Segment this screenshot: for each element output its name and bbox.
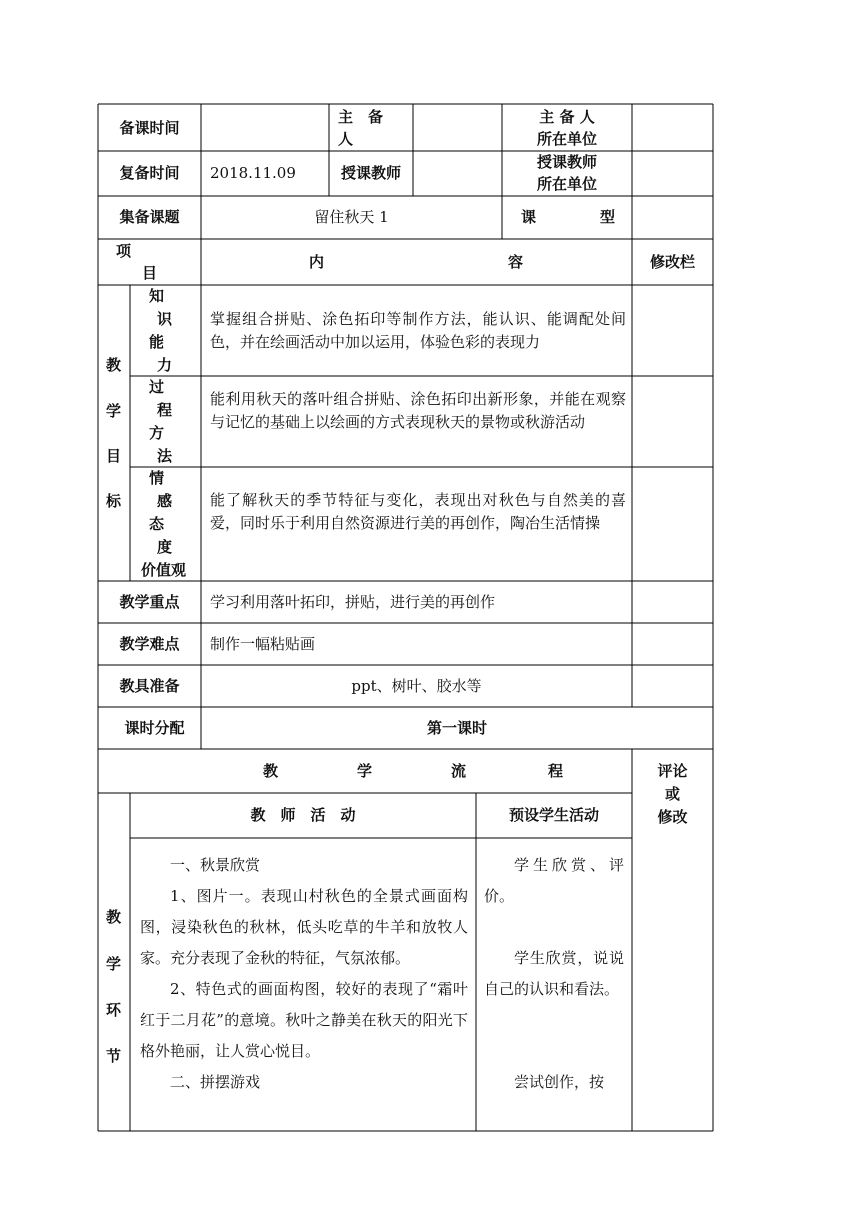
teacher-activity-label: 教 师 活 动 [250, 806, 356, 824]
review-time-label: 复备时间 [119, 164, 180, 182]
knowledge-label-char-2: 识 [157, 310, 173, 328]
emotion-label-char-2: 感 [157, 492, 173, 510]
emotion-label-char-3: 态 [149, 515, 165, 533]
topic-label: 集备课题 [119, 208, 180, 226]
main-preparer-unit-label-line2: 所在单位 [536, 130, 597, 148]
key-points-text: 学习利用落叶拓印，拼贴，进行美的再创作 [210, 593, 496, 611]
emotion-label-char-1: 情 [149, 469, 165, 487]
comment-label-line3: 修改 [657, 808, 688, 826]
teacher-unit-label-line1: 授课教师 [536, 153, 597, 171]
lesson-type-label-b: 型 [600, 208, 616, 226]
objectives-group-char-1: 教 [106, 356, 122, 374]
student-line-1: 学生欣赏、评价。 [484, 856, 624, 905]
objectives-group-char-4: 标 [106, 492, 122, 510]
knowledge-label-char-1: 知 [149, 287, 165, 305]
schedule-text: 第一课时 [426, 719, 487, 737]
review-time-value: 2018.11.09 [210, 164, 296, 182]
process-title-char-2: 学 [357, 762, 373, 780]
process-title-char-3: 流 [451, 762, 467, 780]
student-activity-content [484, 850, 624, 1098]
item-label-line1: 项 [116, 242, 132, 260]
lesson-type-label-a: 课 [521, 208, 537, 226]
objectives-group-char-2: 学 [106, 402, 122, 420]
process-text: 能利用秋天的落叶组合拼贴、涂色拓印出新形象，并能在观察与记忆的基础上以绘画的方式表现秋天的景物或秋游活动 [210, 390, 626, 431]
student-line-3: 尝试创作，按 [514, 1073, 605, 1091]
item-label-line2: 目 [142, 264, 158, 282]
prep-time-label: 备课时间 [119, 119, 180, 137]
difficulty-label: 教学难点 [119, 635, 180, 653]
process-label-char-4: 法 [157, 447, 173, 465]
materials-label: 教具准备 [119, 677, 180, 695]
process-title-char-4: 程 [548, 762, 564, 780]
process-title-char-1: 教 [263, 762, 279, 780]
teacher-line-3: 2、特色式的画面构图，较好的表现了“霜叶红于二月花”的意境。秋叶之静美在秋天的阳光下格外艳丽，让人赏心悦目。 [140, 980, 468, 1060]
main-preparer-label-line1: 主 备 [338, 108, 384, 126]
materials-text: ppt、树叶、胶水等 [351, 677, 482, 695]
teacher-line-4: 二、拼摆游戏 [170, 1073, 261, 1091]
content-label-a: 内 [309, 253, 325, 271]
comment-label-line1: 评论 [657, 762, 688, 780]
stage-label-char-2: 学 [106, 955, 122, 973]
schedule-label: 课时分配 [124, 719, 185, 737]
process-label-char-3: 方 [149, 424, 165, 442]
teacher-line-2: 1、图片一。表现山村秋色的全景式画面构图，浸染秋色的秋林，低头吃草的牛羊和放牧人家。充分表现了金秋的特征，气氛浓郁。 [140, 887, 468, 967]
teacher-unit-label-line2: 所在单位 [536, 175, 597, 193]
stage-label-char-3: 环 [106, 1001, 122, 1019]
emotion-text: 能了解秋天的季节特征与变化，表现出对秋色与自然美的喜爱，同时乐于利用自然资源进行美的再创作，陶冶生活情操 [210, 491, 626, 532]
teacher-label: 授课教师 [340, 164, 401, 182]
stage-label-char-4: 节 [106, 1047, 122, 1065]
knowledge-label-char-4: 力 [157, 356, 173, 374]
main-preparer-unit-label-line1: 主 备 人 [539, 108, 595, 126]
stage-label-char-1: 教 [106, 908, 122, 926]
student-activity-label: 预设学生活动 [508, 806, 599, 824]
student-line-2: 学生欣赏，说说自己的认识和看法。 [484, 949, 624, 998]
emotion-label-char-4: 度 [157, 538, 173, 556]
teacher-line-1: 一、秋景欣赏 [170, 856, 261, 874]
knowledge-label-char-3: 能 [149, 333, 165, 351]
key-points-label: 教学重点 [119, 593, 180, 611]
revision-label: 修改栏 [649, 253, 695, 271]
main-preparer-label-line2: 人 [338, 130, 354, 148]
process-label-char-2: 程 [157, 401, 173, 419]
knowledge-text: 掌握组合拼贴、涂色拓印等制作方法，能认识、能调配处间色，并在绘画活动中加以运用，体验色彩的表现力 [210, 310, 626, 351]
teacher-activity-content [140, 850, 468, 1098]
topic-value: 留住秋天 1 [314, 208, 389, 226]
comment-label-line2: 或 [664, 785, 680, 803]
emotion-label-char-5: 价值观 [141, 561, 187, 579]
difficulty-text: 制作一幅粘贴画 [210, 635, 316, 653]
process-label-char-1: 过 [149, 378, 165, 396]
objectives-group-char-3: 目 [106, 447, 122, 465]
content-label-b: 容 [508, 253, 524, 271]
